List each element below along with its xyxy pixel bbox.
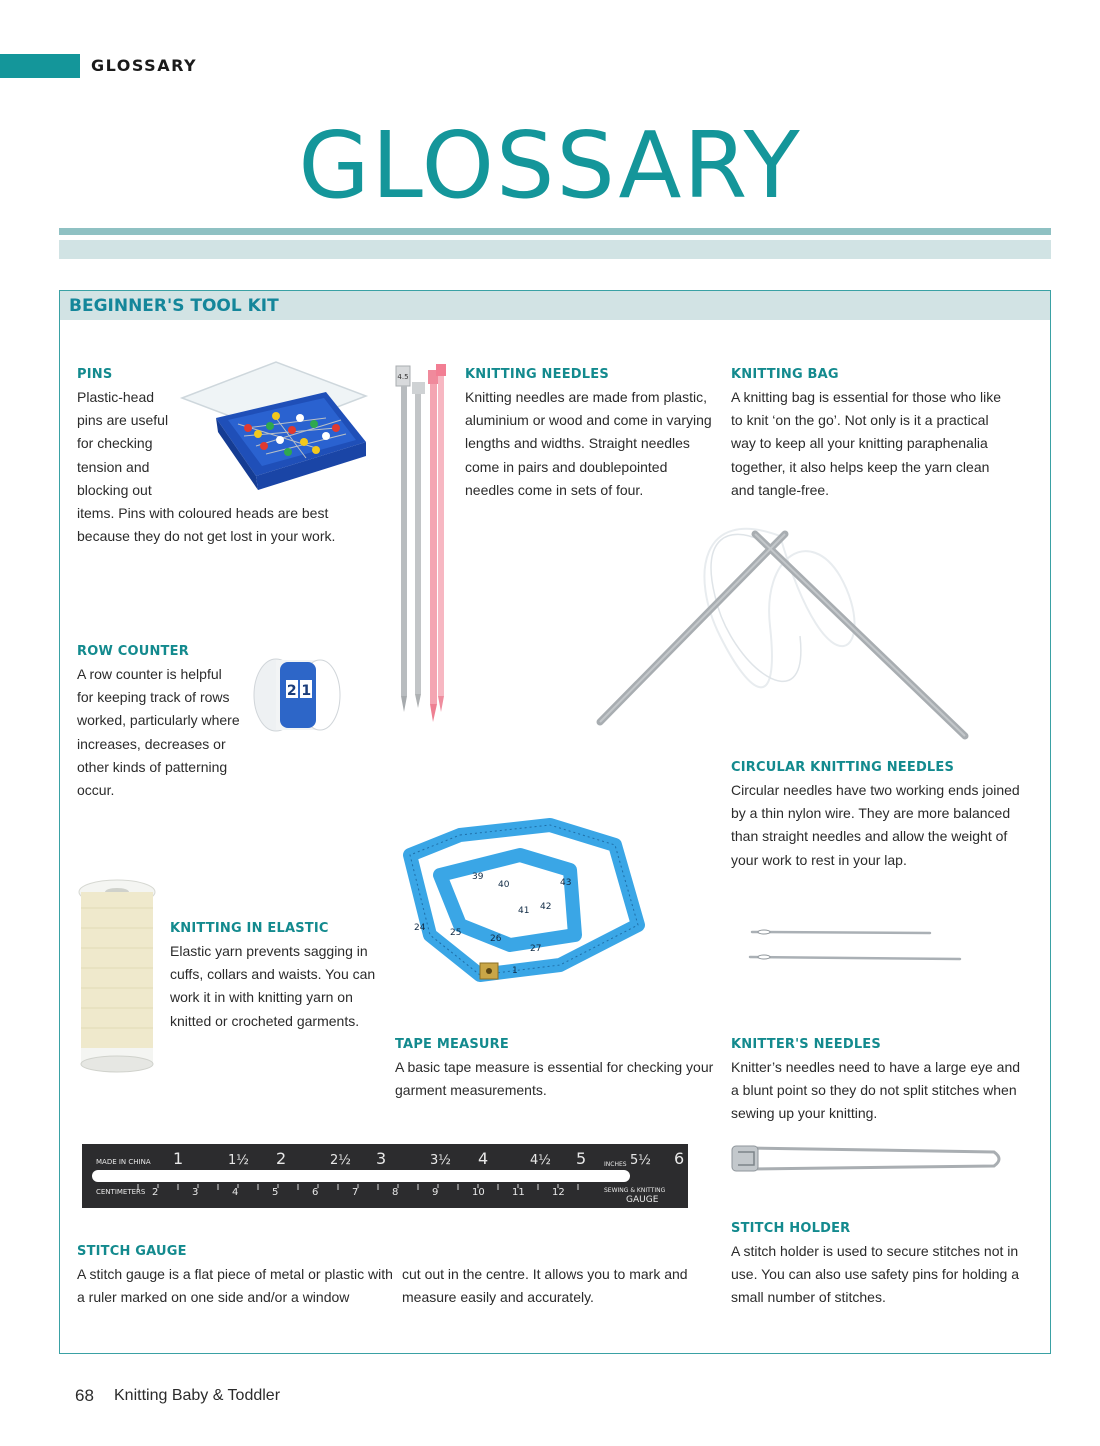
knitters-needles-text bbox=[731, 1056, 1031, 1126]
knitting-needles-text bbox=[465, 386, 725, 502]
needle-size-tag: 4.5 bbox=[397, 373, 409, 381]
elastic-text bbox=[170, 940, 400, 1033]
tape-measure-heading: TAPE MEASURE bbox=[395, 1037, 509, 1052]
gauge-inch-label: 5½ bbox=[630, 1153, 651, 1168]
stitch-gauge-line: A stitch gauge is a flat piece of metal or plastic with bbox=[77, 1266, 393, 1282]
tape-number: 25 bbox=[450, 928, 462, 938]
circular-needles-heading: CIRCULAR KNITTING NEEDLES bbox=[731, 760, 955, 775]
elastic-line: cuffs, collars and waists. You can bbox=[170, 966, 376, 983]
knitting-needles-line: Knitting needles are made from plastic, bbox=[465, 389, 708, 405]
gauge-inch-label: 6 bbox=[674, 1149, 685, 1168]
elastic-line: Elastic yarn prevents sagging in bbox=[170, 943, 368, 959]
knitters-needles-image bbox=[748, 924, 964, 966]
title-rule-dark bbox=[59, 228, 1051, 235]
circular-needles-image bbox=[580, 516, 980, 746]
stitch-gauge-line: a ruler marked on one side and/or a window bbox=[77, 1289, 350, 1306]
running-head: GLOSSARY bbox=[91, 56, 198, 75]
knitting-needles-line: lengths and widths. Straight needles bbox=[465, 435, 690, 452]
pins-box-image bbox=[176, 358, 372, 494]
pins-line: items. Pins with coloured heads are best bbox=[77, 505, 329, 522]
pins-line: blocking out bbox=[77, 481, 152, 498]
elastic-line: work it in with knitting yarn on bbox=[170, 989, 353, 1006]
gauge-cm-label: 9 bbox=[432, 1187, 439, 1198]
knitters-needles-line: Knitter’s needles need to have a large eye and bbox=[731, 1059, 1021, 1075]
gauge-cm-label: 12 bbox=[552, 1187, 565, 1198]
gauge-cm-word: CENTIMETERS bbox=[96, 1188, 146, 1196]
section-tab-marker bbox=[0, 54, 80, 78]
row-counter-image bbox=[250, 650, 346, 740]
tape-number: 43 bbox=[560, 878, 572, 888]
stitch-holder-heading: STITCH HOLDER bbox=[731, 1221, 851, 1236]
gauge-inch-label: 3½ bbox=[430, 1153, 451, 1168]
tape-number: 41 bbox=[518, 906, 530, 916]
row-counter-line: increases, decreases or bbox=[77, 735, 226, 752]
gauge-inches-word: INCHES bbox=[604, 1161, 627, 1168]
row-counter-line: other kinds of patterning bbox=[77, 758, 228, 775]
pins-line: for checking bbox=[77, 435, 153, 452]
gauge-cm-label: 10 bbox=[472, 1187, 485, 1198]
gauge-cm-label: 4 bbox=[232, 1187, 239, 1198]
stitch-holder-image bbox=[728, 1142, 1008, 1176]
tape-number: 1 bbox=[512, 966, 518, 976]
knitting-bag-line: to knit ‘on the go’. Not only is it a practical bbox=[731, 412, 989, 429]
tape-number: 42 bbox=[540, 902, 552, 912]
knitting-bag-line: way to keep all your knitting paraphenalia bbox=[731, 435, 988, 452]
panel-title: BEGINNER'S TOOL KIT bbox=[69, 296, 279, 316]
tape-measure-line: garment measurements. bbox=[395, 1082, 547, 1099]
circular-needles-line: Circular needles have two working ends joined bbox=[731, 782, 1020, 798]
gauge-cm-label: 6 bbox=[312, 1187, 319, 1198]
row-counter-line: worked, particularly where bbox=[77, 712, 240, 729]
row-counter-line: for keeping track of rows bbox=[77, 689, 230, 706]
title-rule-light bbox=[59, 240, 1051, 259]
knitting-bag-text bbox=[731, 386, 1031, 502]
tape-measure-text bbox=[395, 1056, 715, 1102]
knitting-bag-line: and tangle-free. bbox=[731, 481, 830, 498]
gauge-inch-label: 1 bbox=[173, 1149, 184, 1168]
stitch-gauge-heading: STITCH GAUGE bbox=[77, 1244, 187, 1259]
stitch-holder-text bbox=[731, 1240, 1031, 1310]
stitch-gauge-text-col2 bbox=[402, 1263, 712, 1309]
circular-needles-text bbox=[731, 779, 1031, 872]
knitting-needles-line: needles come in sets of four. bbox=[465, 481, 644, 498]
gauge-cm-label: 8 bbox=[392, 1187, 399, 1198]
page-title: GLOSSARY bbox=[298, 112, 802, 219]
elastic-spool-image bbox=[76, 878, 158, 1074]
tape-number: 24 bbox=[414, 923, 426, 933]
pins-line: Plastic-head bbox=[77, 389, 155, 405]
circular-needles-line: than straight needles and allow the weight of bbox=[731, 828, 1008, 845]
gauge-cm-label: 5 bbox=[272, 1187, 279, 1198]
gauge-cm-label: 7 bbox=[352, 1187, 359, 1198]
knitting-bag-heading: KNITTING BAG bbox=[731, 367, 839, 382]
gauge-cm-label: 11 bbox=[512, 1187, 525, 1198]
stitch-gauge-line: measure easily and accurately. bbox=[402, 1289, 594, 1306]
knitting-needles-line: aluminium or wood and come in varying bbox=[465, 412, 712, 429]
gauge-inch-label: 5 bbox=[576, 1149, 587, 1168]
knitters-needles-line: sewing up your knitting. bbox=[731, 1105, 878, 1122]
stitch-gauge-image bbox=[78, 1140, 692, 1212]
stitch-holder-line: use. You can also use safety pins for holding a bbox=[731, 1266, 1019, 1283]
tape-number: 26 bbox=[490, 934, 502, 944]
knitting-bag-line: together, it also helps keep the yarn clean bbox=[731, 458, 990, 475]
row-counter-heading: ROW COUNTER bbox=[77, 644, 189, 659]
circular-needles-line: by a thin nylon wire. They are more balanced bbox=[731, 805, 1011, 822]
row-counter-line: A row counter is helpful bbox=[77, 666, 222, 682]
gauge-inch-label: 4 bbox=[478, 1149, 489, 1168]
page-number: 68 bbox=[75, 1386, 94, 1405]
gauge-inch-label: 3 bbox=[376, 1149, 387, 1168]
pins-line: pins are useful bbox=[77, 412, 169, 429]
gauge-brand-line2: GAUGE bbox=[626, 1195, 659, 1205]
stitch-gauge-text-col1 bbox=[77, 1263, 397, 1309]
row-counter-text bbox=[77, 663, 267, 802]
stitch-holder-line: A stitch holder is used to secure stitches not in bbox=[731, 1243, 1019, 1259]
pins-heading: PINS bbox=[77, 367, 113, 382]
straight-needles-image bbox=[392, 360, 452, 726]
gauge-made-in: MADE IN CHINA bbox=[96, 1158, 151, 1166]
elastic-heading: KNITTING IN ELASTIC bbox=[170, 921, 329, 936]
knitting-needles-line: come in pairs and doublepointed bbox=[465, 458, 668, 475]
footer-book-title: Knitting Baby & Toddler bbox=[114, 1387, 281, 1404]
gauge-cm-label: 2 bbox=[152, 1187, 159, 1198]
panel-header bbox=[60, 291, 1050, 320]
elastic-line: knitted or crocheted garments. bbox=[170, 1012, 360, 1029]
knitting-bag-line: A knitting bag is essential for those who like bbox=[731, 389, 1002, 405]
knitting-needles-heading: KNITTING NEEDLES bbox=[465, 367, 609, 382]
counter-digits: 2 1 bbox=[286, 683, 312, 699]
pins-line: tension and bbox=[77, 458, 150, 475]
gauge-inch-label: 2½ bbox=[330, 1153, 351, 1168]
gauge-inch-label: 4½ bbox=[530, 1153, 551, 1168]
tape-number: 40 bbox=[498, 880, 510, 890]
pins-line: because they do not get lost in your work. bbox=[77, 528, 336, 545]
gauge-brand-line1: SEWING & KNITTING bbox=[604, 1187, 666, 1194]
gauge-cm-label: 3 bbox=[192, 1187, 199, 1198]
tape-number: 27 bbox=[530, 944, 542, 954]
gauge-inch-label: 2 bbox=[276, 1149, 287, 1168]
row-counter-line: occur. bbox=[77, 782, 115, 799]
tape-number: 39 bbox=[472, 872, 484, 882]
tape-measure-line: A basic tape measure is essential for checking your bbox=[395, 1059, 714, 1075]
gauge-inch-label: 1½ bbox=[228, 1153, 249, 1168]
tape-measure-image bbox=[400, 815, 650, 985]
stitch-gauge-line: cut out in the centre. It allows you to mark and bbox=[402, 1266, 688, 1282]
knitters-needles-heading: KNITTER'S NEEDLES bbox=[731, 1037, 881, 1052]
stitch-holder-line: small number of stitches. bbox=[731, 1289, 886, 1306]
circular-needles-line: your work to rest in your lap. bbox=[731, 851, 907, 868]
knitters-needles-line: a blunt point so they do not split stitches when bbox=[731, 1082, 1017, 1099]
